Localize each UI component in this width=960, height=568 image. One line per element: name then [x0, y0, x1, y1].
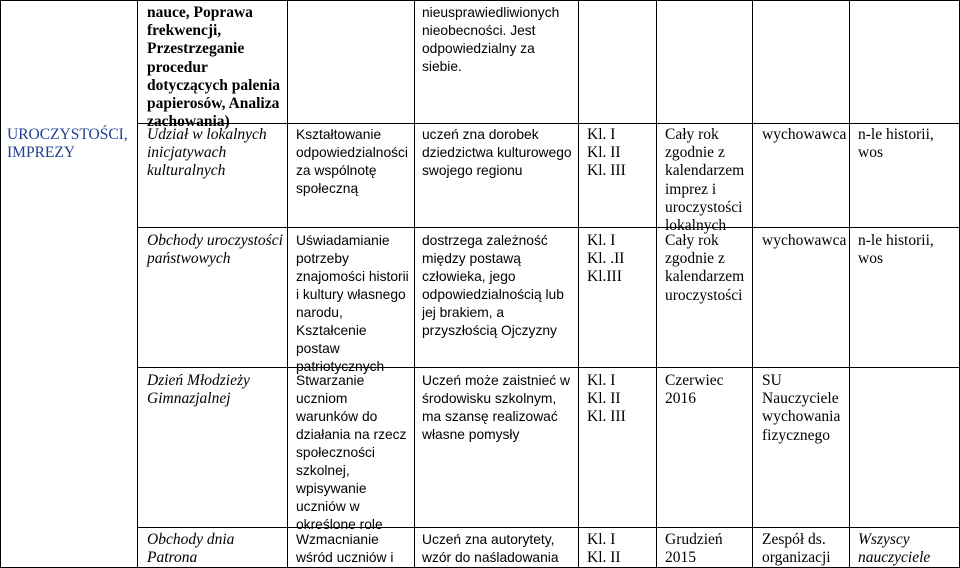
participants-cell: n-le historii, wos: [858, 232, 934, 268]
column-border: [849, 0, 850, 568]
term-cell: Cały rok zgodnie z kalendarzem uroczystości: [665, 232, 745, 304]
term-cell: Grudzień 2015: [665, 531, 723, 567]
topic-cell: Obchody uroczystości państwowych: [147, 232, 283, 268]
responsible-cell: Zespół ds. organizacji: [762, 531, 831, 567]
column-border: [578, 0, 579, 568]
outcome-cell: uczeń zna dorobek dziedzictwa kulturowego swojego regionu: [422, 127, 572, 178]
classes-cell: Kl. I Kl. II Kl. III: [587, 126, 626, 180]
topic-cell: nauce, Poprawa frekwencji, Przestrzeganie procedur dotyczących palenia papierosów, Analiza zachowania): [147, 4, 281, 131]
topic-cell: Dzień Młodzieży Gimnazjalnej: [147, 372, 250, 408]
section-label: UROCZYSTOŚCI, IMPREZY: [7, 126, 128, 162]
outcome-cell: Uczeń może zaistnieć w środowisku szkolnym, ma szansę realizować własne pomysły: [422, 373, 570, 442]
row-border: [0, 0, 960, 1]
column-border: [0, 0, 1, 568]
column-border: [656, 0, 657, 568]
term-cell: Cały rok zgodnie z kalendarzem imprez i uroczystości lokalnych: [665, 126, 745, 235]
column-border: [287, 0, 288, 568]
term-cell: Czerwiec 2016: [665, 372, 724, 408]
classes-cell: Kl. I Kl. II: [587, 531, 621, 567]
outcome-cell: nieusprawiedliwionych nieobecności. Jest odpowiedzialny za siebie.: [422, 5, 560, 74]
outcome-cell: Uczeń zna autorytety, wzór do naśladowania: [422, 532, 559, 565]
column-border: [414, 0, 415, 568]
topic-cell: Udział w lokalnych inicjatywach kulturalnych: [147, 126, 267, 180]
classes-cell: Kl. I Kl. II Kl. III: [587, 372, 626, 426]
goal-cell: Wzmacnianie wśród uczniów i: [296, 532, 394, 565]
participants-cell: n-le historii, wos: [858, 126, 934, 162]
responsible-cell: wychowawca: [762, 232, 847, 249]
goal-cell: Uświadamianie potrzeby znajomości historii i kultury własnego narodu, Kształcenie postaw patriotycznych: [296, 233, 409, 374]
outcome-cell: dostrzega zależność między postawą człowieka, jego odpowiedzialnością lub jej brakiem, a przyszłością Ojczyzny: [422, 233, 564, 338]
column-border: [752, 0, 753, 568]
goal-cell: Stwarzanie uczniom warunków do działania na rzecz społeczności szkolnej, wpisywanie uczniów w określone role: [296, 373, 407, 532]
topic-cell: Obchody dnia Patrona: [147, 531, 235, 567]
row-border: [137, 527, 960, 528]
classes-cell: Kl. I Kl. .II Kl.III: [587, 232, 625, 286]
row-border: [137, 367, 960, 368]
responsible-cell: wychowawca: [762, 126, 847, 143]
goal-cell: Kształtowanie odpowiedzialności za wspólnotę społeczną: [296, 127, 408, 196]
row-border: [137, 227, 960, 228]
column-border: [137, 0, 138, 568]
participants-cell: Wszyscy nauczyciele: [858, 531, 931, 567]
responsible-cell: SU Nauczyciele wychowania fizycznego: [762, 372, 841, 444]
